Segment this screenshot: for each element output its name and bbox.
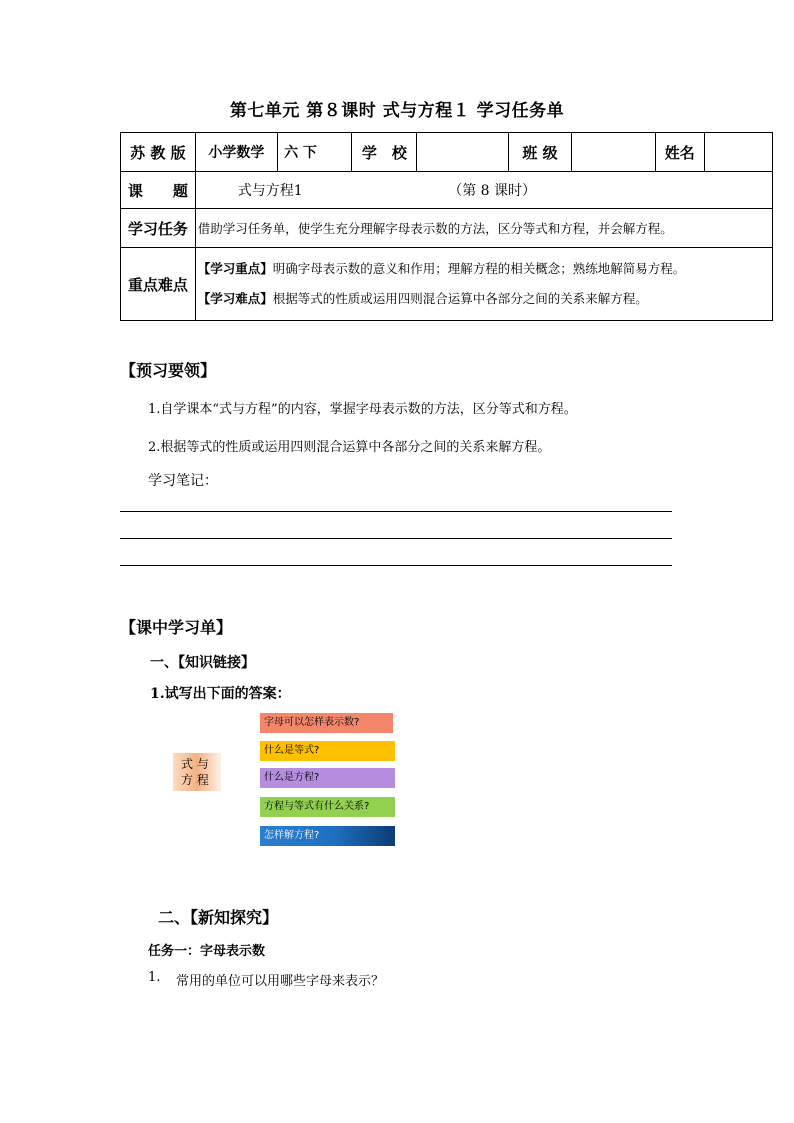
- preview-item-1: 1.自学课本“式与方程”的内容，掌握字母表示数的方法，区分等式和方程。: [148, 402, 577, 417]
- lesson-number: （第 8 课时）: [448, 183, 537, 199]
- table-row: [121, 209, 773, 248]
- mindmap-item-relation: 方程与等式有什么关系?: [260, 797, 395, 817]
- topic-cell: [195, 172, 772, 209]
- topic-label: 课 题: [121, 172, 196, 209]
- difficulty-text: 根据等式的性质或运用四则混合运算中各部分之间的关系来解方程。: [272, 291, 648, 306]
- key-label: 重点难点: [121, 248, 196, 321]
- name-field[interactable]: [704, 133, 772, 172]
- class-field[interactable]: [571, 133, 655, 172]
- key-points-cell: [195, 248, 772, 321]
- page-title: 第七单元 第８课时 式与方程１ 学习任务单: [229, 101, 565, 121]
- task-1-question-1: 常用的单位可以用哪些字母来表示？: [176, 974, 385, 989]
- table-row: [121, 133, 773, 172]
- key-point-tag: 【学习重点】: [197, 261, 273, 276]
- class-label: 班 级: [509, 133, 572, 172]
- note-line[interactable]: [120, 565, 672, 566]
- mindmap-root: [173, 753, 221, 791]
- grade-cell: 六 下: [278, 133, 352, 172]
- table-row: [121, 172, 773, 209]
- mindmap-root-line: 式 与: [181, 757, 209, 771]
- knowledge-link-heading: 一、【知识链接】: [150, 655, 255, 671]
- mindmap-item-equality: 什么是等式?: [260, 741, 395, 761]
- note-line[interactable]: [120, 511, 672, 512]
- topic-value: 式与方程1: [237, 183, 303, 199]
- preview-item-2: 2.根据等式的性质或运用四则混合运算中各部分之间的关系来解方程。: [148, 440, 551, 455]
- note-line[interactable]: [120, 538, 672, 539]
- task-value: 借助学习任务单，使学生充分理解字母表示数的方法，区分等式和方程，并会解方程。: [195, 209, 772, 248]
- mindmap-item-letters: 字母可以怎样表示数?: [260, 713, 393, 733]
- mindmap-item-equation: 什么是方程?: [260, 768, 395, 788]
- new-knowledge-heading: 二、【新知探究】: [158, 908, 279, 927]
- task-label: 学习任务: [121, 209, 196, 248]
- mindmap-item-solve: 怎样解方程?: [260, 826, 395, 846]
- subject-cell: 小学数学: [195, 133, 277, 172]
- school-label: 学 校: [352, 133, 417, 172]
- task-1-question-number: 1.: [148, 970, 161, 985]
- mindmap-root-line: 方 程: [181, 773, 209, 787]
- notes-label: 学习笔记：: [148, 473, 218, 489]
- name-label: 姓名: [655, 133, 704, 172]
- edition-cell: 苏 教 版: [121, 133, 196, 172]
- preview-heading: 【预习要领】: [120, 361, 217, 380]
- key-point-line: [198, 254, 766, 284]
- school-field[interactable]: [417, 133, 509, 172]
- in-class-heading: 【课中学习单】: [120, 618, 233, 637]
- task-1-heading: 任务一：字母表示数: [148, 944, 266, 959]
- difficulty-tag: 【学习难点】: [197, 291, 273, 306]
- info-table: [120, 132, 773, 321]
- difficulty-line: [198, 284, 766, 314]
- question-1: 1.试写出下面的答案：: [150, 686, 291, 702]
- key-point-text: 明确字母表示数的意义和作用；理解方程的相关概念；熟练地解简易方程。: [272, 261, 686, 276]
- table-row: [121, 248, 773, 321]
